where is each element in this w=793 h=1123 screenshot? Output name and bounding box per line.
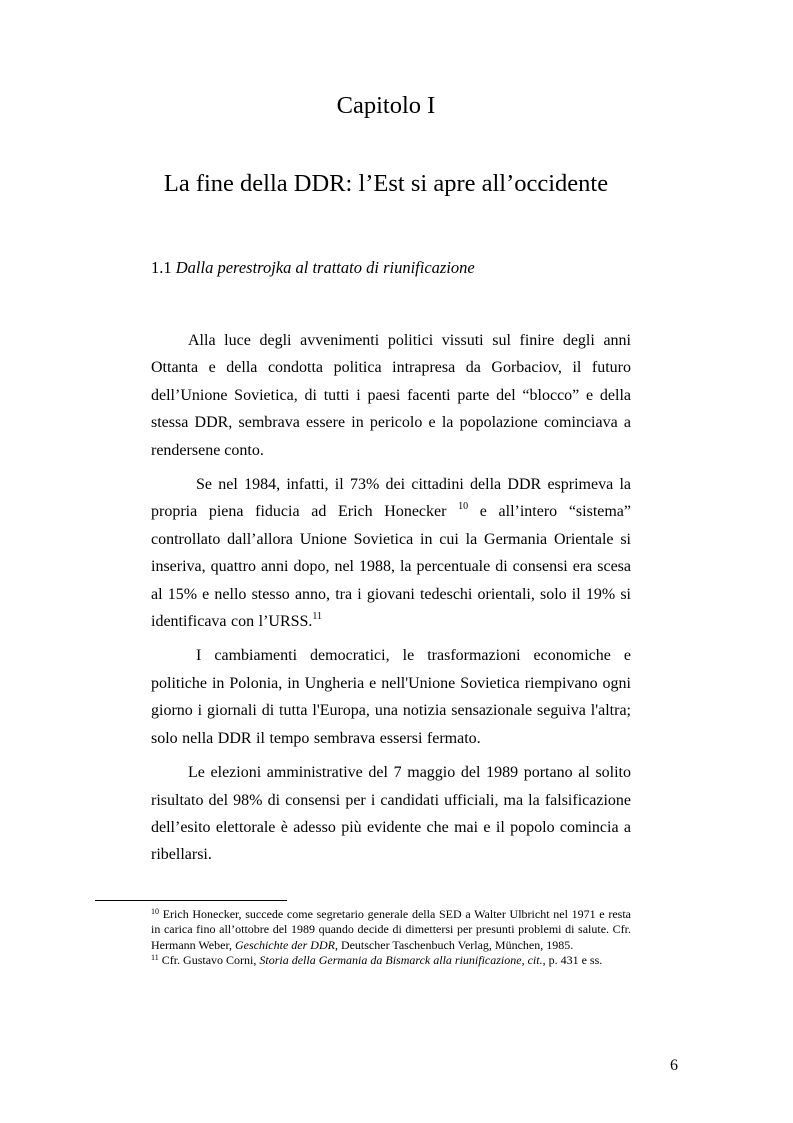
footnotes: [151, 907, 631, 969]
paragraph-2-text-a: Se nel 1984, infatti, il 73% dei cittadini della DDR esprimeva la propria piena fiducia ad Erich Honecker: [151, 476, 631, 521]
paragraph-2-text-b: e all’intero “sistema” controllato dall’allora Unione Sovietica in cui la Germania Orientale si inseriva, quattro anni dopo, nel 1988, la percentuale di consensi era scesa al 15% e nello stesso anno, tra i giovani tedeschi orientali, solo il 19% si identificava con l’URSS.: [151, 503, 632, 631]
paragraph-4: Le elezioni amministrative del 7 maggio del 1989 portano al solito risultato del 98% di consensi per i candidati ufficiali, ma la falsificazione dell’esito elettorale è adesso più evidente che mai e il popolo comincia a ribellarsi.: [151, 764, 631, 864]
footnote-11-text-a: Cfr. Gustavo Corni,: [158, 953, 260, 968]
footnote-ref-11: 11: [312, 611, 323, 623]
paragraph-2: [151, 471, 631, 635]
section-title: Dalla perestrojka al trattato di riunificazione: [175, 258, 475, 277]
footnote-10-text-b: , Deutscher Taschenbuch Verlag, München, 1985.: [334, 937, 574, 952]
paragraph-1: Alla luce degli avvenimenti politici vissuti sul finire degli anni Ottanta e della condotta politica intrapresa da Gorbaciov, il futuro dell’Unione Sovietica, di tutti i paesi facenti parte del “blocco” e della stessa DDR, sembrava essere in pericolo e la popolazione cominciava a rendersene conto.: [151, 332, 631, 459]
footnote-11: [151, 953, 631, 968]
footnote-11-number: 11: [151, 953, 159, 963]
footnote-10-text-a: Erich Honecker, succede come segretario generale della SED a Walter Ulbricht nel 1971 e resta in carica fino all’ottobre del 1989 quando decide di dimettersi per presunti problemi di salute. Cfr. Hermann Weber,: [151, 907, 631, 952]
footnote-11-cit: cit.: [527, 953, 543, 968]
page-number: 6: [670, 1057, 678, 1074]
footnote-ref-10: 10: [458, 501, 469, 513]
footnote-10: [151, 907, 631, 953]
section-heading: [151, 258, 475, 278]
footnote-10-number: 10: [151, 907, 159, 916]
footnote-separator: [95, 900, 287, 901]
section-number: 1.1: [151, 258, 172, 277]
footnote-10-title: Geschichte der DDR: [234, 937, 335, 952]
footnote-11-text-c: , p. 431 e ss.: [542, 953, 603, 968]
chapter-title: La fine della DDR: l’Est si apre all’occidente: [163, 170, 609, 197]
paragraph-3: I cambiamenti democratici, le trasformazioni economiche e politiche in Polonia, in Ungheria e nell'Unione Sovietica riempivano ogni giorno i giornali di tutta l'Europa, una notizia sensazionale seguiva l'altra; solo nella DDR il tempo sembrava essersi fermato.: [151, 647, 631, 747]
footnote-11-text-b: ,: [521, 953, 528, 968]
footnote-11-title: Storia della Germania da Bismarck alla riunificazione: [259, 953, 522, 968]
body-text: [151, 327, 631, 876]
chapter-label: Capitolo I: [336, 92, 436, 119]
